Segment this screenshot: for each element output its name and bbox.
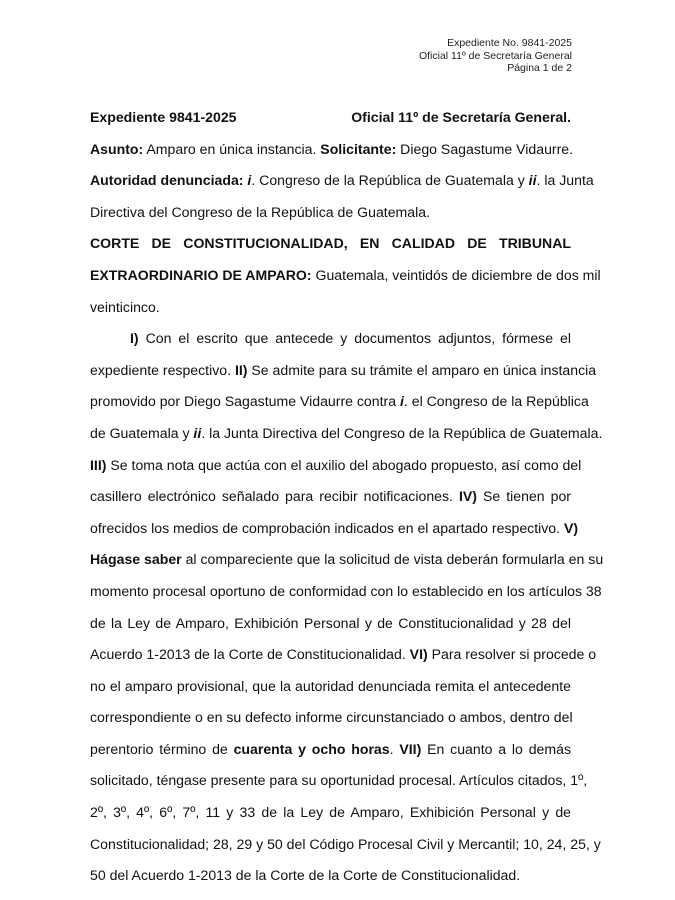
res-line-3	[90, 386, 589, 418]
autoridad-label: Autoridad denunciada:	[90, 172, 244, 189]
res-text-6a: casillero electrónico señalado para recibir notificaciones.	[90, 488, 459, 505]
res-text-7a: ofrecidos los medios de comprobación indicados en el apartado respectivo.	[90, 519, 564, 536]
autoridad-num-1: i	[247, 172, 252, 189]
numeral-iv: IV)	[458, 488, 477, 505]
asunto-label: Asunto:	[90, 140, 144, 157]
res-line-18: 50 del Acuerdo 1-2013 de la Corte de la Corte de Constitucionalidad.	[90, 867, 521, 884]
autoridad-text-2: . la Junta	[536, 172, 594, 189]
res-line-4	[90, 418, 603, 450]
res-text-6b: Se tienen por	[476, 488, 571, 505]
numeral-v: V)	[563, 519, 579, 536]
res-text-4a: de Guatemala y	[90, 424, 194, 441]
hagase-saber: Hágase saber	[90, 551, 182, 568]
res-text-2b: Se admite para su trámite el amparo en única instancia	[247, 361, 597, 378]
res-line-8	[90, 544, 604, 576]
res-line-17: Constitucionalidad; 28, 29 y 50 del Código Procesal Civil y Mercantil; 10, 24, 25, y	[90, 835, 601, 852]
page-header	[419, 37, 572, 75]
numeral-vii: VII)	[399, 740, 422, 757]
res-text-14c: En cuanto a lo demás	[421, 740, 571, 757]
res-line-6	[90, 481, 571, 513]
res-text-4b: . la Junta Directiva del Congreso de la República de Guatemala.	[201, 424, 603, 441]
res-text-14a: perentorio término de	[90, 740, 234, 757]
document-body	[90, 102, 604, 892]
numeral-vi: VI)	[409, 646, 428, 663]
numeral-i: I)	[130, 330, 139, 347]
res-text-2a: expediente respectivo.	[90, 361, 235, 378]
res-line-13: correspondiente o en su defecto informe circunstanciado o ambos, dentro del	[90, 709, 573, 726]
res-text-3b: . el Congreso de la República	[403, 393, 589, 410]
heading-oficial: Oficial 11º de Secretaría General.	[351, 109, 571, 125]
res-italic-ii: ii	[193, 424, 202, 441]
solicitante-label: Solicitante:	[320, 140, 397, 157]
res-italic-i: i	[399, 393, 404, 410]
corte-tribunal: EXTRAORDINARIO DE AMPARO:	[90, 266, 312, 283]
corte-line-2	[90, 260, 601, 292]
res-text-1: Con el escrito que antecede y documentos adjuntos, fórmese el	[138, 330, 571, 347]
corte-fecha: Guatemala, veintidós de diciembre de dos mil	[311, 266, 601, 283]
autoridad-text-1: . Congreso de la República de Guatemala y	[251, 172, 529, 189]
solicitante-name: Diego Sagastume Vidaurre.	[396, 140, 574, 157]
asunto-line	[90, 134, 574, 166]
res-line-14	[90, 734, 571, 766]
res-text-8: al compareciente que la solicitud de vista deberán formularla en su	[181, 551, 604, 568]
corte-line-3: veinticinco.	[90, 298, 160, 315]
plazo-horas: cuarenta y ocho horas	[233, 740, 390, 757]
res-text-11b: Para resolver si procede o	[427, 646, 597, 663]
numeral-ii: II)	[234, 361, 248, 378]
res-line-5	[90, 450, 582, 482]
autoridad-line-2: Directiva del Congreso de la República de Guatemala.	[90, 203, 431, 220]
header-page-number: Página 1 de 2	[507, 62, 572, 74]
heading-row	[90, 102, 571, 134]
res-text-11a: Acuerdo 1-2013 de la Corte de Constitucionalidad.	[90, 646, 410, 663]
numeral-iii: III)	[90, 456, 107, 473]
header-oficial: Oficial 11º de Secretaría General	[418, 49, 572, 62]
res-text-5: Se toma nota que actúa con el auxilio del abogado propuesto, así como del	[106, 456, 582, 473]
res-line-2	[90, 355, 597, 387]
res-line-12: no el amparo provisional, que la autoridad denunciada remita el antecedente	[90, 677, 571, 694]
res-line-15: solicitado, téngase presente para su oportunidad procesal. Artículos citados, 1º,	[90, 772, 588, 789]
res-line-16: 2º, 3º, 4º, 6º, 7º, 11 y 33 de la Ley de Amparo, Exhibición Personal y de	[90, 804, 571, 821]
autoridad-line-1	[90, 165, 594, 197]
autoridad-num-2: ii	[528, 172, 537, 189]
heading-expediente: Expediente 9841-2025	[90, 109, 237, 125]
res-line-1	[90, 323, 571, 355]
res-line-11	[90, 639, 597, 671]
corte-line-1: CORTE DE CONSTITUCIONALIDAD, EN CALIDAD DE TRIBUNAL	[90, 235, 571, 252]
res-line-9: momento procesal oportuno de conformidad con lo establecido en los artículos 38	[90, 582, 602, 599]
res-text-3a: promovido por Diego Sagastume Vidaurre contra	[90, 393, 400, 410]
header-expediente: Expediente No. 9841-2025	[447, 37, 572, 49]
asunto-text: Amparo en única instancia.	[143, 140, 321, 157]
res-text-14b: .	[389, 740, 400, 757]
res-line-7	[90, 513, 579, 545]
res-line-10: de la Ley de Amparo, Exhibición Personal y de Constitucionalidad y 28 del	[90, 614, 571, 631]
